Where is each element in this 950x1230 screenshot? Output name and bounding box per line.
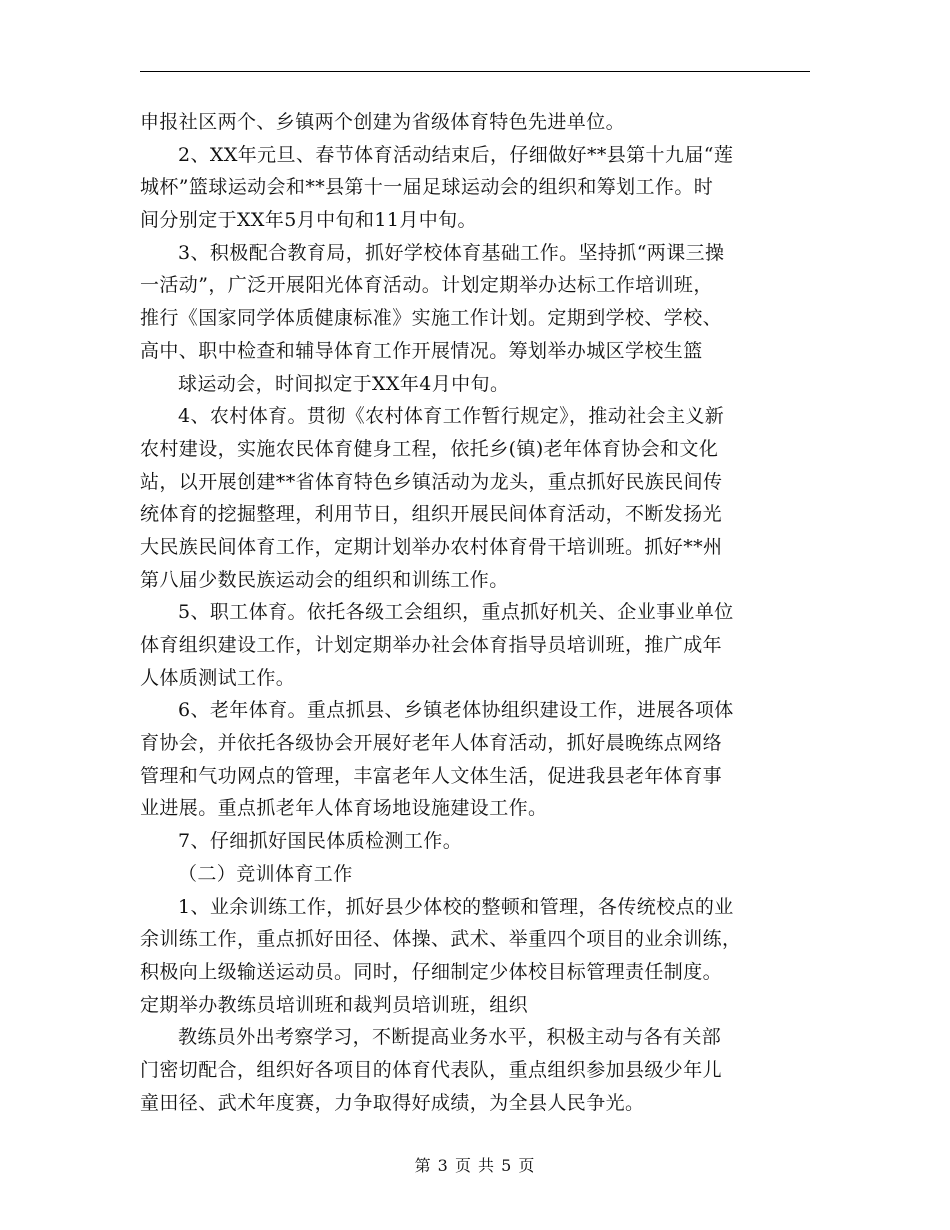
header-rule [140, 71, 810, 72]
text-line: 站，以开展创建**省体育特色乡镇活动为龙头，重点抓好民族民间传 [140, 470, 723, 493]
text-line: 高中、职中检查和辅导体育工作开展情况。筹划举办城区学校生篮 [140, 339, 703, 362]
text-line: 体育组织建设工作，计划定期举办社会体育指导员培训班，推广成年 [140, 634, 723, 656]
text-line: 1、业余训练工作，抓好县少体校的整顿和管理，各传统校点的业 [178, 895, 734, 918]
text-line: 业进展。重点抓老年人体育场地设施建设工作。 [140, 797, 548, 820]
text-line: 第八届少数民族运动会的组织和训练工作。 [140, 568, 509, 591]
document-body [140, 106, 830, 1119]
page-number: 第 3 页 共 5 页 [414, 1156, 536, 1175]
text-line: 统体育的挖掘整理，利用节日，组织开展民间体育活动，不断发扬光 [140, 503, 723, 526]
text-line: 一活动”，广泛开展阳光体育活动。计划定期举办达标工作培训班， [140, 274, 713, 297]
text-line: 管理和气功网点的管理，丰富老年人文体生活，促进我县老年体育事 [140, 764, 723, 787]
text-line: 农村建设，实施农民体育健身工程，依托乡(镇)老年体育协会和文化 [140, 437, 719, 460]
text-line: 4、农村体育。贯彻《农村体育工作暂行规定》，推动社会主义新 [178, 405, 725, 428]
text-line: 余训练工作，重点抓好田径、体操、武术、举重四个项目的业余训练， [140, 928, 742, 951]
text-line: 定期举办教练员培训班和裁判员培训班，组织 [140, 993, 529, 1016]
text-line: 推行《国家同学体质健康标准》实施工作计划。定期到学校、学校、 [140, 307, 723, 330]
text-line: 积极向上级输送运动员。同时，仔细制定少体校目标管理责任制度。 [140, 960, 723, 983]
text-line: （二）竞训体育工作 [178, 862, 353, 885]
text-line: 大民族民间体育工作，定期计划举办农村体育骨干培训班。抓好**州 [140, 535, 723, 558]
text-line: 申报社区两个、乡镇两个创建为省级体育特色先进单位。 [140, 111, 626, 133]
text-line: 5、职工体育。依托各级工会组织，重点抓好机关、企业事业单位 [178, 601, 734, 624]
text-line: 3、积极配合教育局，抓好学校体育基础工作。坚持抓“两课三操 [178, 241, 725, 264]
text-line: 门密切配合，组织好各项目的体育代表队，重点组织参加县级少年儿 [140, 1058, 723, 1081]
text-line: 6、老年体育。重点抓县、乡镇老体协组织建设工作，进展各项体 [178, 699, 734, 722]
text-line: 球运动会，时间拟定于XX年4月中旬。 [178, 372, 510, 395]
text-line: 育协会，并依托各级协会开展好老年人体育活动，抓好晨晚练点网络 [140, 732, 723, 755]
text-line: 城杯”篮球运动会和**县第十一届足球运动会的组织和筹划工作。时 [140, 176, 714, 199]
text-line: 7、仔细抓好国民体质检测工作。 [178, 830, 463, 853]
text-line: 人体质测试工作。 [140, 666, 296, 689]
text-line: 2、XX年元旦、春节体育活动结束后，仔细做好**县第十九届“莲 [178, 143, 734, 166]
text-line: 教练员外出考察学习，不断提高业务水平，积极主动与各有关部 [178, 1026, 722, 1049]
text-line: 童田径、武术年度赛，力争取得好成绩，为全县人民争光。 [140, 1091, 645, 1114]
text-line: 间分别定于XX年5月中旬和11月中旬。 [140, 209, 477, 232]
